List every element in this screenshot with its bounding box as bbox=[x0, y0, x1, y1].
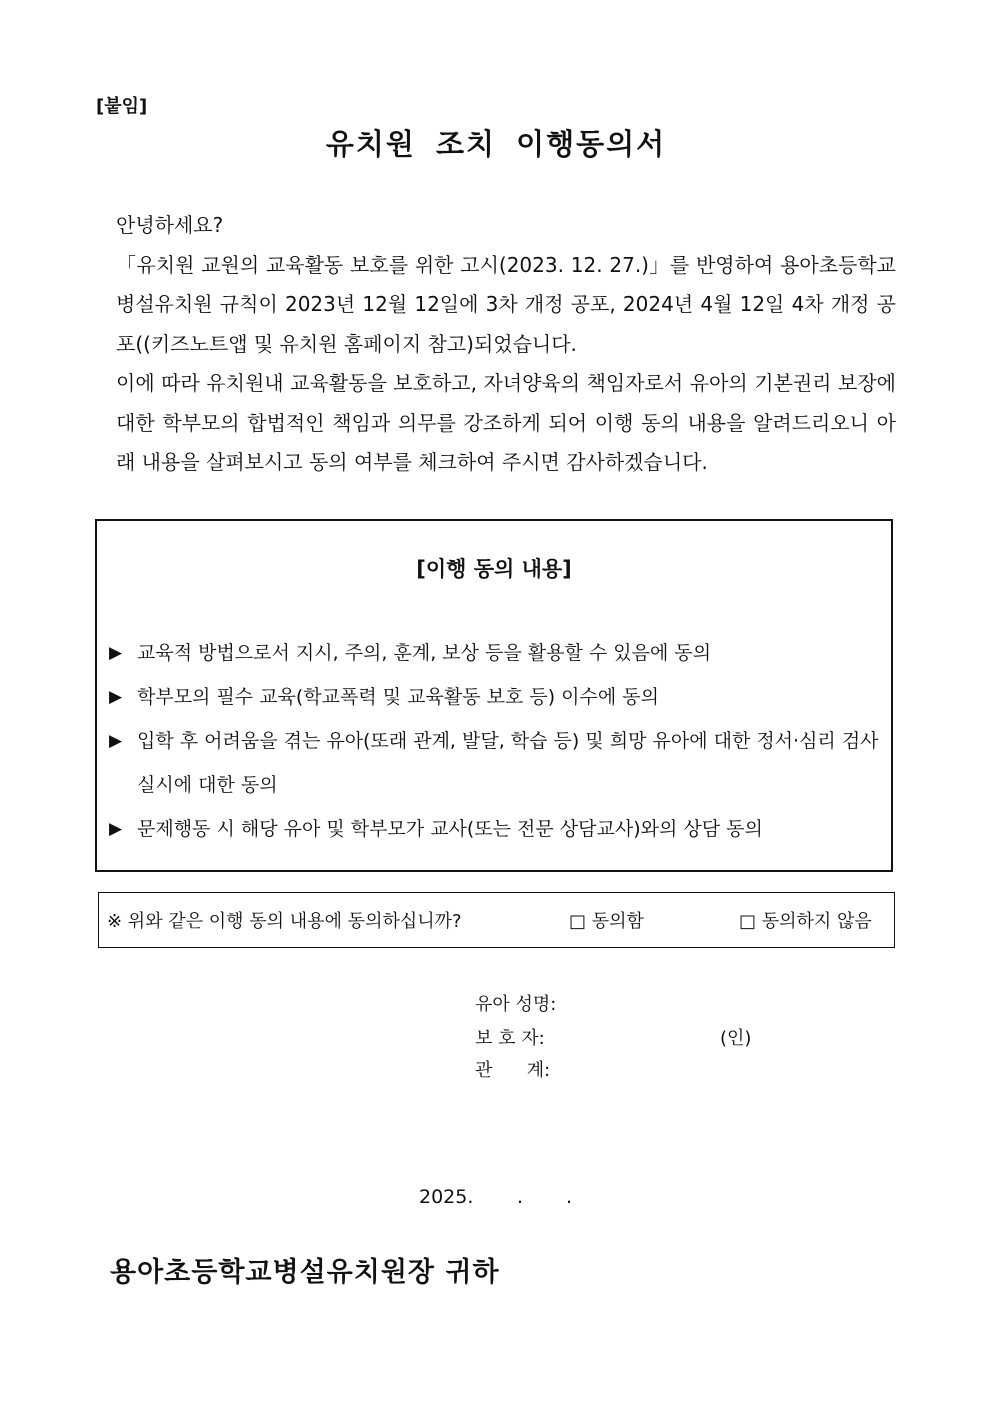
date-year: 2025. bbox=[419, 1186, 474, 1208]
bullet-triangle-icon: ▶ bbox=[109, 643, 123, 663]
guardian-label: 보 호 자: bbox=[475, 1028, 545, 1049]
agreement-box-title: [이행 동의 내용] bbox=[416, 557, 572, 581]
consent-question: ※ 위와 같은 이행 동의 내용에 동의하십니까? bbox=[107, 911, 462, 932]
agreement-list bbox=[109, 631, 879, 851]
agreement-item bbox=[109, 631, 879, 675]
agree-checkbox[interactable]: □ 동의함 bbox=[569, 911, 644, 932]
agreement-item bbox=[109, 719, 879, 807]
bullet-triangle-icon: ▶ bbox=[109, 687, 123, 707]
agreement-item-text: 입학 후 어려움을 겪는 유아(또래 관계, 발달, 학습 등) 및 희망 유아에 대한 정서·심리 검사 실시에 대한 동의 bbox=[137, 730, 879, 796]
seal-mark: (인) bbox=[720, 1028, 752, 1049]
agreement-item bbox=[109, 807, 879, 851]
intro-paragraph-1: 「유치원 교원의 교육활동 보호를 위한 고시(2023. 12. 27.)」를 반영하여 용아초등학교병설유치원 규칙이 2023년 12월 12일에 3차 개정 공포, 2024년 4월 12일 4차 개정 공포((키즈노트앱 및 유치원 홈페이지 참고)되었습니다. bbox=[116, 252, 896, 356]
agreement-item-text: 문제행동 시 해당 유아 및 학부모가 교사(또는 전문 상담교사)와의 상담 동의 bbox=[137, 818, 763, 840]
child-name-label: 유아 성명: bbox=[475, 994, 557, 1015]
intro-section bbox=[96, 206, 896, 483]
agreement-item-text: 교육적 방법으로서 지시, 주의, 훈계, 보상 등을 활용할 수 있음에 동의 bbox=[137, 642, 712, 664]
attachment-label: [붙임] bbox=[96, 96, 148, 117]
date-day-dot: . bbox=[566, 1186, 573, 1208]
relation-label: 관 계: bbox=[475, 1060, 551, 1081]
recipient: 용아초등학교병설유치원장 귀하 bbox=[110, 1257, 500, 1288]
bullet-triangle-icon: ▶ bbox=[109, 819, 123, 839]
agreement-item bbox=[109, 675, 879, 719]
bullet-triangle-icon: ▶ bbox=[109, 731, 123, 751]
consent-box bbox=[98, 892, 895, 948]
date-month-dot: . bbox=[517, 1186, 524, 1208]
document-title: 유치원 조치 이행동의서 bbox=[325, 127, 667, 161]
intro-paragraph-2: 이에 따라 유치원내 교육활동을 보호하고, 자녀양육의 책임자로서 유아의 기본권리 보장에 대한 학부모의 합법적인 책임과 의무를 강조하게 되어 이행 동의 내용을 알려드리오니 아래 내용을 살펴보시고 동의 여부를 체크하여 주시면 감사하겠습니다. bbox=[116, 371, 896, 474]
agreement-box bbox=[95, 519, 893, 872]
agreement-item-text: 학부모의 필수 교육(학교폭력 및 교육활동 보호 등) 이수에 동의 bbox=[137, 686, 659, 708]
greeting: 안녕하세요? bbox=[116, 213, 224, 237]
disagree-checkbox[interactable]: □ 동의하지 않음 bbox=[739, 911, 872, 932]
